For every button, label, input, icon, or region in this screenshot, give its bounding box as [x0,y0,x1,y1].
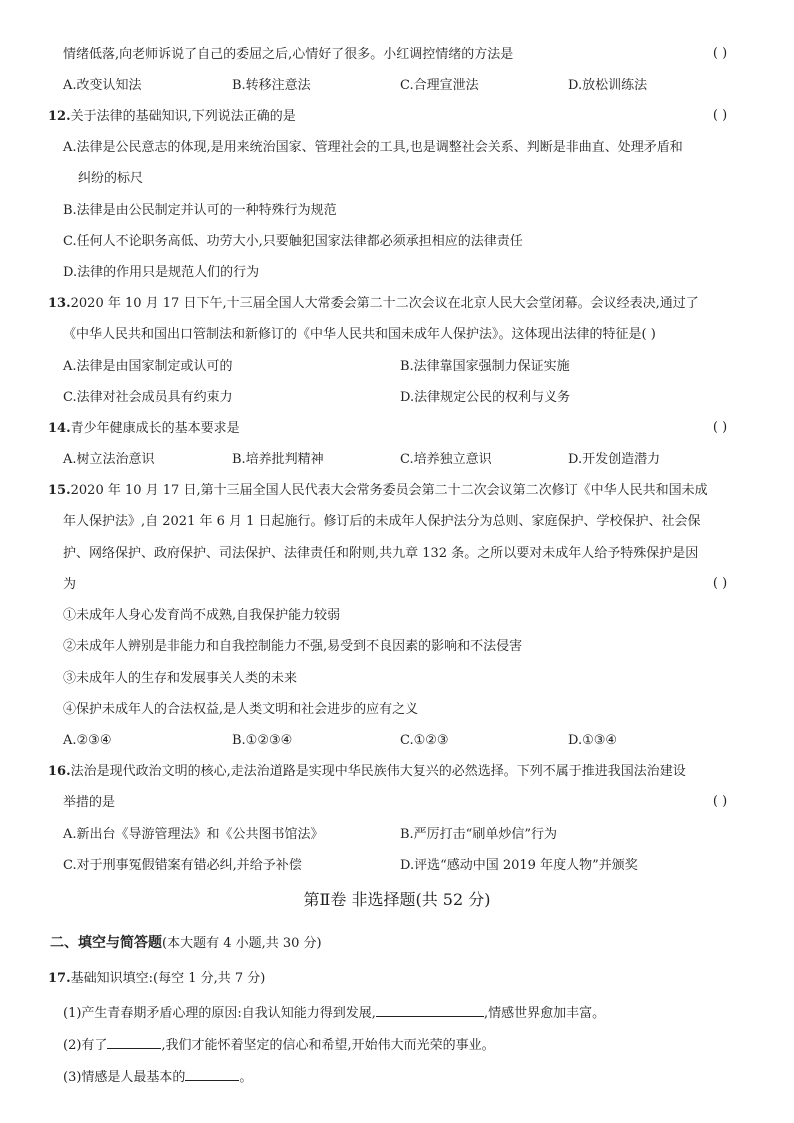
q15-question [48,482,708,500]
section-2-title: 第Ⅱ卷 非选择题(共 52 分) [303,890,491,909]
q17-item-1-pre: (1)产生青春期矛盾心理的原因:自我认知能力得到发展, [63,1006,376,1021]
q17-item-2-post: ,我们才能怀着坚定的信心和希望,开始伟大而光荣的事业。 [161,1038,495,1053]
q17-item-2-pre: (2)有了 [63,1038,108,1053]
section-2-heading-text: 二、填空与简答题 [50,935,162,951]
q17-stem: 基础知识填空:(每空 1 分,共 7 分) [70,971,266,986]
q12-number: 12. [48,109,71,124]
q15-option-c: C.①②③ [400,733,449,748]
q13-stem-line2: 《中华人民共和国出口管制法和新修订的《中华人民共和国未成年人保护法》。这体现出法律的特征是( ) [63,327,656,342]
q17-blank-2[interactable] [107,1034,161,1049]
q12-option-c: C.任何人不论职务高低、功劳大小,只要触犯国家法律都必须承担相应的法律责任 [63,234,523,249]
q15-item-1: ①未成年人身心发育尚不成熟,自我保护能力较弱 [63,608,341,623]
section-2-heading [50,933,322,954]
q14-question [48,420,240,438]
section-2-heading-note: (本大题有 4 小题,共 30 分) [162,936,322,951]
q11-answer-paren: ( ) [712,46,728,61]
q16-answer-paren: ( ) [712,794,728,809]
q12-question [48,108,296,126]
q17-item-3-post: 。 [239,1070,253,1085]
q11-option-b: B.转移注意法 [232,78,311,93]
q17-blank-1[interactable] [376,1002,484,1017]
q13-option-c: C.法律对社会成员具有约束力 [63,390,233,405]
q14-option-d: D.开发创造潜力 [568,452,661,467]
q17-item-2 [63,1034,495,1055]
q15-option-d: D.①③④ [568,733,618,748]
q17-item-3 [63,1066,252,1087]
q16-question [48,763,686,781]
q13-question [48,295,699,313]
q12-option-a-line2: 纠纷的标尺 [78,171,144,186]
q15-stem-line4: 为 [63,577,77,592]
q15-item-2: ②未成年人辨别是非能力和自我控制能力不强,易受到不良因素的影响和不法侵害 [63,639,523,654]
q17-item-1 [63,1002,605,1023]
q13-option-b: B.法律靠国家强制力保证实施 [400,359,570,374]
q14-number: 14. [48,421,71,436]
q13-number: 13. [48,296,71,311]
q16-option-b: B.严厉打击“刷单炒信”行为 [400,827,557,842]
q17-blank-3[interactable] [185,1066,239,1081]
q11-option-d: D.放松训练法 [568,78,648,93]
q14-answer-paren: ( ) [712,420,728,435]
q15-item-4: ④保护未成年人的合法权益,是人类文明和社会进步的应有之义 [63,702,419,717]
q14-option-b: B.培养批判精神 [232,452,324,467]
q12-option-a-line1: A.法律是公民意志的体现,是用来统治国家、管理社会的工具,也是调整社会关系、判断是非曲直、处理矛盾和 [63,140,683,155]
q14-option-a: A.树立法治意识 [63,452,155,467]
q13-stem-line1: 2020 年 10 月 17 日下午,十三届全国人大常委会第二十二次会议在北京人民大会堂闭幕。会议经表决,通过了 [70,296,699,311]
q17-item-3-pre: (3)情感是人最基本的 [63,1070,186,1085]
q11-option-a: A.改变认知法 [63,78,142,93]
q11-option-c: C.合理宣泄法 [400,78,479,93]
q14-stem: 青少年健康成长的基本要求是 [70,421,240,436]
q14-option-c: C.培养独立意识 [400,452,492,467]
q16-option-c: C.对于刑事冤假错案有错必纠,并给予补偿 [63,858,302,873]
q16-number: 16. [48,764,71,779]
q12-option-d: D.法律的作用只是规范人们的行为 [63,265,260,280]
q13-option-d: D.法律规定公民的权利与义务 [400,390,571,405]
q15-number: 15. [48,483,71,498]
q16-option-d: D.评选“感动中国 2019 年度人物”并颁奖 [400,858,638,873]
q15-item-3: ③未成年人的生存和发展事关人类的未来 [63,671,298,686]
q13-option-a: A.法律是由国家制定或认可的 [63,359,233,374]
q16-option-a: A.新出台《导游管理法》和《公共图书馆法》 [63,827,324,842]
q15-option-b: B.①②③④ [232,733,293,748]
q15-option-a: A.②③④ [63,733,112,748]
q16-stem-line2: 举措的是 [63,795,116,810]
q12-stem: 关于法律的基础知识,下列说法正确的是 [70,109,296,124]
q15-stem-line1: 2020 年 10 月 17 日,第十三届全国人民代表大会常务委员会第二十二次会议第二次修订《中华人民共和国未成 [70,483,708,498]
q12-option-b: B.法律是由公民制定并认可的一种特殊行为规范 [63,203,337,218]
q11-stem-tail: 情绪低落,向老师诉说了自己的委屈之后,心情好了很多。小红调控情绪的方法是 [63,47,514,62]
q17-number: 17. [48,971,71,986]
q15-answer-paren: ( ) [712,576,728,591]
q17-item-1-post: ,情感世界愈加丰富。 [483,1006,606,1021]
q12-answer-paren: ( ) [712,108,728,123]
q15-stem-line3: 护、网络保护、政府保护、司法保护、法律责任和附则,共九章 132 条。之所以要对未成年人给予特殊保护是因 [63,546,699,561]
q17-question [48,970,265,988]
q16-stem-line1: 法治是现代政治文明的核心,走法治道路是实现中华民族伟大复兴的必然选择。下列不属于推进我国法治建设 [70,764,686,779]
q15-stem-line2: 年人保护法》,自 2021 年 6 月 1 日起施行。修订后的未成年人保护法分为总则、家庭保护、学校保护、社会保 [63,514,701,529]
